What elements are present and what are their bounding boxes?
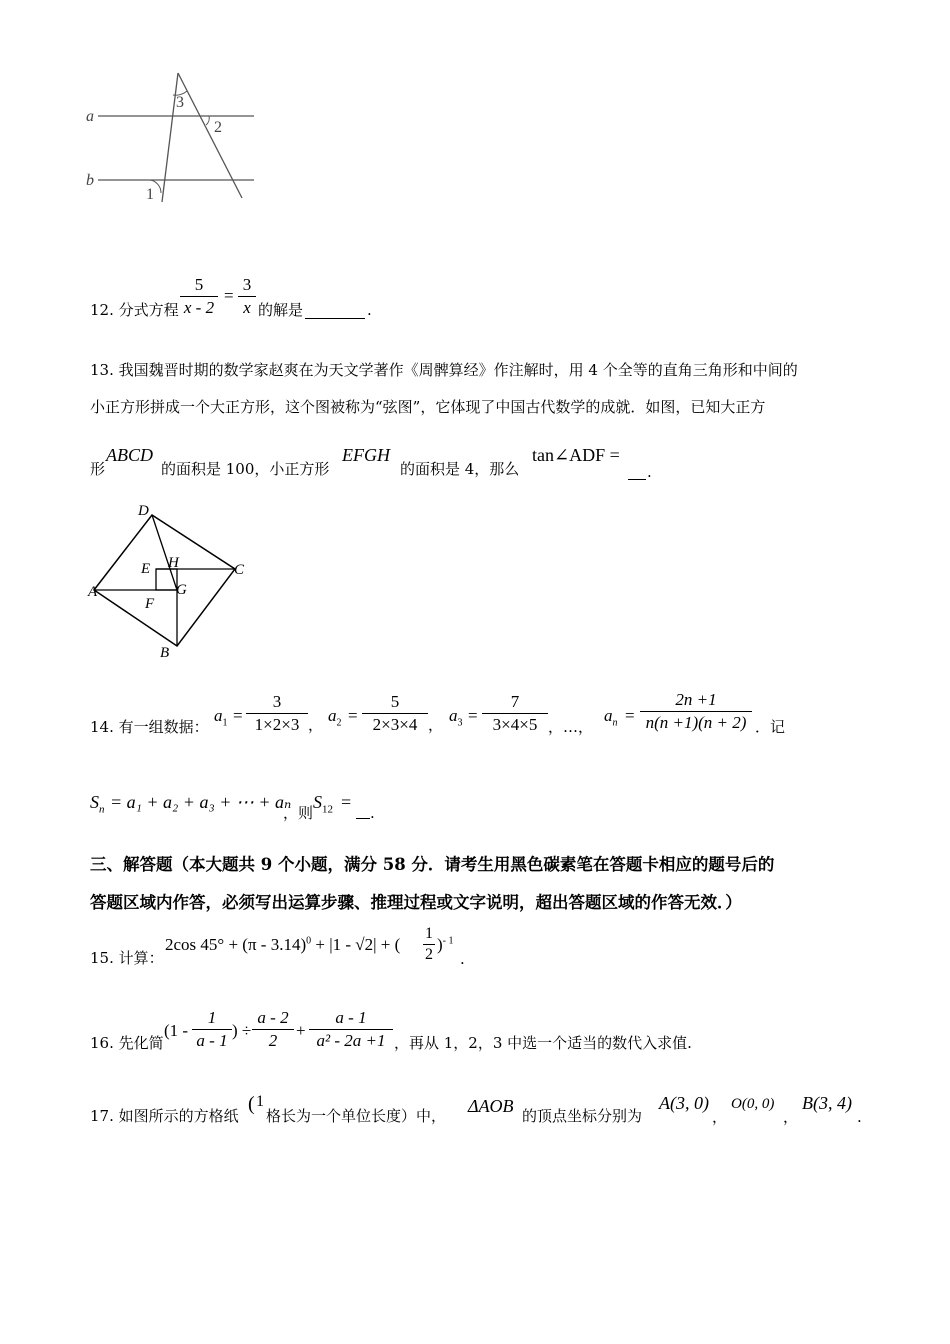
q13-line2: 小正方形拼成一个大正方形，这个图被称为“弦图”，它体现了中国古代数学的成就．如图，已知大正方 xyxy=(90,398,766,416)
parallel-lines-figure xyxy=(80,65,270,210)
q12-answer-blank xyxy=(305,303,365,319)
transversal-2 xyxy=(178,73,242,198)
q17-sep-1: ， xyxy=(712,1108,728,1126)
q14-an-num: 2n +1 xyxy=(675,690,717,709)
q14-a2-num: 5 xyxy=(390,692,400,711)
label-H: H xyxy=(168,555,179,571)
q17-point-o: O(0, 0) xyxy=(731,1096,775,1112)
q14-end: . xyxy=(370,804,375,822)
string-diagram-figure xyxy=(80,500,260,665)
q17-one: 1 xyxy=(256,1093,264,1110)
label-G: G xyxy=(176,582,187,598)
q14-prefix: 14. 有一组数据： xyxy=(90,718,209,736)
q15-half-num: 1 xyxy=(425,925,433,942)
q13-line3-c: 的面积是 4，那么 xyxy=(400,460,520,478)
q13-end: . xyxy=(647,463,652,481)
q14-a2-fraction xyxy=(362,692,428,735)
q14-a1-den: 1×2×3 xyxy=(254,715,300,734)
q15-end: . xyxy=(460,950,465,968)
q14-comma-1: ， xyxy=(308,716,324,734)
q17-mid: 的顶点坐标分别为 xyxy=(522,1107,643,1125)
q15-expr-close: )$^{- 1}$ xyxy=(437,935,454,954)
q14-then: ，则 xyxy=(283,804,314,822)
label-angle-3: 3 xyxy=(176,94,184,111)
q16-f2-num: a - 2 xyxy=(257,1008,289,1027)
transversal-1 xyxy=(162,73,178,202)
q14-a2-den: 2×3×4 xyxy=(372,715,418,734)
big-square-abcd xyxy=(94,515,235,646)
q14-ellipsis: ，…， xyxy=(548,718,594,736)
q14-a2: $a_2$ xyxy=(328,706,342,729)
q13-tan-adf: tan∠ADF = xyxy=(532,445,620,465)
section3-heading-line2: 答题区域内作答，必须写出运算步骤、推理过程或文字说明，超出答题区域的作答无效．） xyxy=(90,893,742,912)
q14-a3-den: 3×4×5 xyxy=(492,715,538,734)
q14-a1-num: 3 xyxy=(272,692,282,711)
label-F: F xyxy=(145,596,155,612)
q14-an-fraction xyxy=(640,690,752,733)
q14-a3-num: 7 xyxy=(510,692,520,711)
q15-prefix: 15. 计算： xyxy=(90,949,164,967)
q14-a1-eq: = xyxy=(233,706,243,725)
q14-a1: $a_1$ xyxy=(214,706,228,729)
q13-line3-b: 的面积是 100，小正方形 xyxy=(161,460,330,478)
angle-arc-2 xyxy=(206,116,209,125)
q16-f1 xyxy=(192,1008,232,1051)
q16-div: ) ÷ xyxy=(232,1021,252,1040)
q17-sep-2: ， xyxy=(783,1108,799,1126)
q16-open: (1 - xyxy=(164,1021,189,1040)
q13-line3-a: 形 xyxy=(90,460,106,478)
q14-comma-2: ， xyxy=(428,716,444,734)
q14-a3: $a_3$ xyxy=(449,706,463,729)
q15-half-fraction xyxy=(423,925,435,964)
q13-answer-blank xyxy=(628,467,646,480)
q17-paren-open: ( xyxy=(248,1093,255,1115)
q17-triangle: ΔAOB xyxy=(468,1096,514,1116)
q17-point-a: A(3, 0) xyxy=(659,1093,709,1113)
q16-f2 xyxy=(252,1008,294,1051)
q13-efgh: EFGH xyxy=(342,445,390,465)
q12-prefix: 12. 分式方程 xyxy=(90,301,179,319)
q14-an: $a_n$ xyxy=(604,706,618,729)
q16-prefix: 16. 先化简 xyxy=(90,1034,164,1052)
label-D: D xyxy=(138,503,149,519)
q12-end: . xyxy=(367,301,372,319)
q12-lhs-den: x - 2 xyxy=(183,298,215,317)
label-b: b xyxy=(86,172,94,189)
q14-an-eq: = xyxy=(625,706,635,725)
q16-suffix: ，再从 1，2，3 中选一个适当的数代入求值. xyxy=(394,1034,692,1052)
q14-sn-rhs: = a₁ + a₂ + a₃ + ⋯ + aₙ xyxy=(110,792,292,812)
q13-abcd: ABCD xyxy=(106,445,153,465)
q12-lhs-num: 5 xyxy=(194,275,204,294)
q17-grid-text: 格长为一个单位长度）中， xyxy=(266,1107,447,1125)
section3-heading-line1: 三、解答题（本大题共 9 个小题，满分 58 分．请考生用黑色碳素笔在答题卡相应的题号后的 xyxy=(90,855,775,874)
label-angle-1: 1 xyxy=(146,186,154,203)
q14-a2-eq: = xyxy=(348,706,358,725)
q12-lhs-fraction xyxy=(180,275,218,318)
q14-a3-eq: = xyxy=(468,706,478,725)
q17-prefix: 17. 如图所示的方格纸 xyxy=(90,1107,239,1125)
q14-a1-fraction xyxy=(246,692,308,735)
q13-line1: 13. 我国魏晋时期的数学家赵爽在为天文学著作《周髀算经》作注解时，用 4 个全等的直角三角形和中间的 xyxy=(90,361,798,379)
q12-suffix: 的解是 xyxy=(258,301,304,319)
q14-answer-blank xyxy=(356,808,370,819)
q16-f3-num: a - 1 xyxy=(335,1008,367,1027)
label-B: B xyxy=(160,645,170,661)
q12-rhs-fraction xyxy=(238,275,256,318)
label-E: E xyxy=(141,561,151,577)
q16-f3 xyxy=(309,1008,393,1051)
label-A: A xyxy=(88,584,98,600)
q12-equals: = xyxy=(224,286,234,305)
q16-f3-den: a² - 2a +1 xyxy=(316,1031,386,1050)
q12-rhs-den: x xyxy=(243,298,251,317)
q14-a3-fraction xyxy=(482,692,548,735)
q16-f1-den: a - 1 xyxy=(196,1031,228,1050)
q17-end: . xyxy=(857,1108,862,1126)
label-C: C xyxy=(234,562,245,578)
q16-plus: + xyxy=(296,1021,306,1040)
label-a: a xyxy=(86,108,94,125)
q14-an-den: n(n +1)(n + 2) xyxy=(645,713,747,732)
q14-tail: ．记 xyxy=(755,718,786,736)
q14-sn: $S_n$ xyxy=(90,792,105,816)
q17-point-b: B(3, 4) xyxy=(802,1093,852,1113)
q12-rhs-num: 3 xyxy=(242,275,252,294)
q14-s12-eq: = xyxy=(341,792,352,812)
label-angle-2: 2 xyxy=(214,119,222,136)
q15-half-den: 2 xyxy=(425,946,433,963)
q15-expression: 2cos 45° + (π - 3.14)$^0$ + |1 - √2| + ( xyxy=(165,935,401,954)
q16-f2-den: 2 xyxy=(268,1031,278,1050)
q14-s12: $S_{12}$ xyxy=(313,792,333,816)
q16-f1-num: 1 xyxy=(207,1008,217,1027)
